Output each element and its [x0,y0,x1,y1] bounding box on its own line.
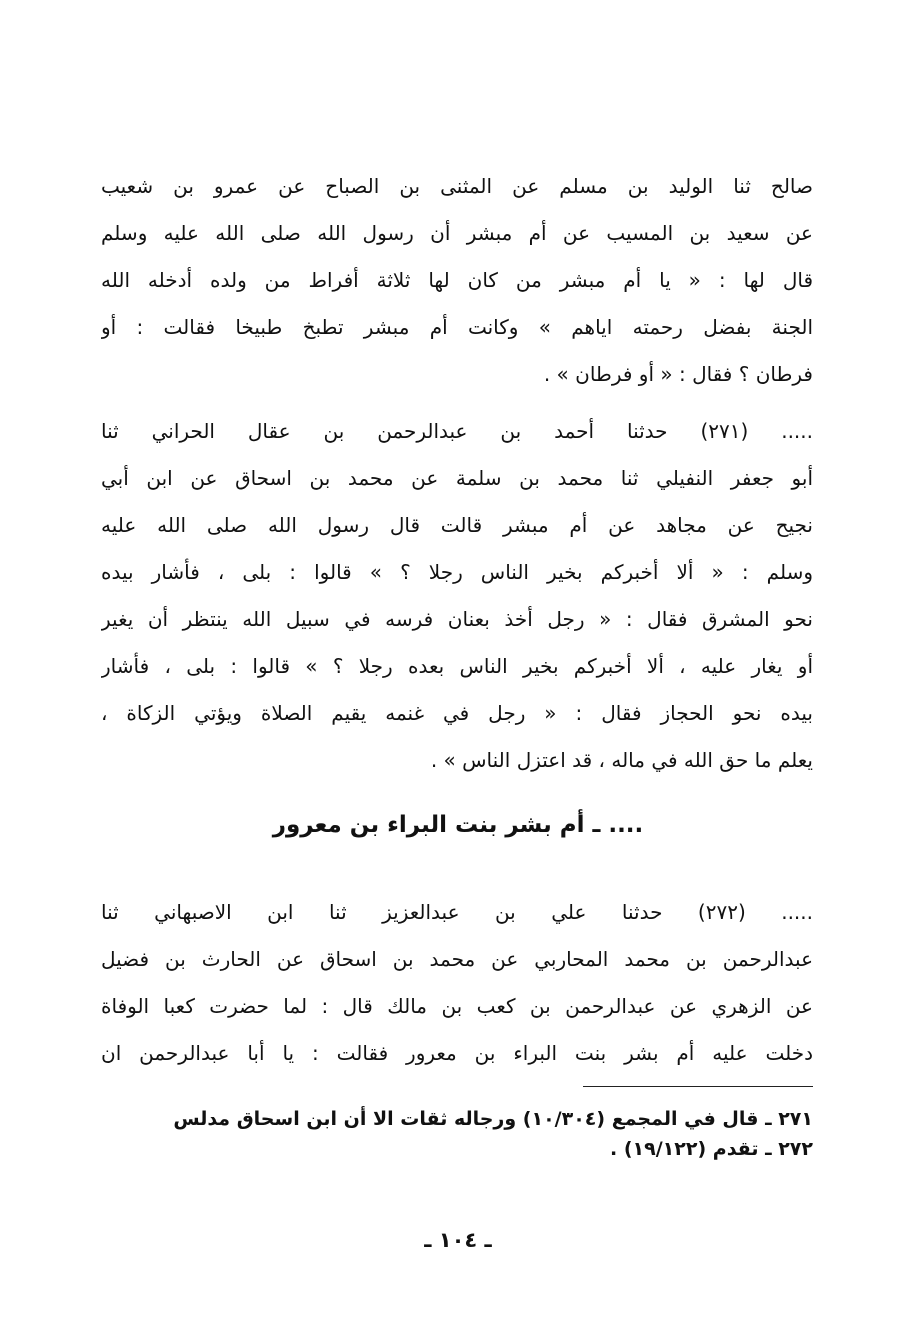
paragraph-continuation [101,163,813,398]
footnotes [101,1104,813,1164]
text-line: قال لها : « يا أم مبشر من كان لها ثلاثة أفراط من ولده أدخله الله [101,268,813,292]
text-line: عن الزهري عن عبدالرحمن بن كعب بن مالك قال : لما حضرت كعبا الوفاة [101,994,813,1018]
text-line: فرطان ؟ فقال : « أو فرطان » . [543,362,813,386]
text-line: أبو جعفر النفيلي ثنا محمد بن سلمة عن محمد بن اسحاق عن ابن أبي [101,466,813,490]
section-heading: .... ـ أم بشر بنت البراء بن معرور [272,812,644,838]
text-line: أو يغار عليه ، ألا أخبركم بخير الناس بعده رجلا ؟ » قالوا : بلى ، فأشار [101,654,813,678]
hadith-271 [101,408,813,784]
text-line: عبدالرحمن بن محمد المحاربي عن محمد بن اسحاق عن الحارث بن فضيل [101,947,813,971]
text-line: عن سعيد بن المسيب عن أم مبشر أن رسول الله صلى الله عليه وسلم [101,221,813,245]
footnote-divider [583,1086,813,1087]
text-line: الجنة بفضل رحمته اياهم » وكانت أم مبشر تطبخ طبيخا فقالت : أو [101,315,813,339]
hadith-272 [101,889,813,1077]
text-line: يعلم ما حق الله في ماله ، قد اعتزل الناس » . [430,748,813,772]
text-line: نحو المشرق فقال : « رجل أخذ بعنان فرسه في سبيل الله ينتظر أن يغير [101,607,813,631]
footnote-272: ٢٧٢ ـ تقدم (١٩/١٢٢) . [610,1138,813,1160]
text-line: نجيح عن مجاهد عن أم مبشر قالت قال رسول الله صلى الله عليه [101,513,813,537]
text-line: بيده نحو الحجاز فقال : « رجل في غنمه يقيم الصلاة ويؤتي الزكاة ، [101,701,813,725]
footnote-271: ٢٧١ ـ قال في المجمع (١٠/٣٠٤) ورجاله ثقات الا أن ابن اسحاق مدلس [173,1108,813,1130]
text-line: صالح ثنا الوليد بن مسلم عن المثنى بن الصباح عن عمرو بن شعيب [101,174,813,198]
text-line: ..... (٢٧٢) حدثنا علي بن عبدالعزيز ثنا ابن الاصبهاني ثنا [101,900,813,924]
text-line: وسلم : « ألا أخبركم بخير الناس رجلا ؟ » قالوا : بلى ، فأشار بيده [101,560,813,584]
page-number: ـ ١٠٤ ـ [424,1228,492,1252]
text-line: ..... (٢٧١) حدثنا أحمد بن عبدالرحمن بن عقال الحراني ثنا [101,419,813,443]
text-line: دخلت عليه أم بشر بنت البراء بن معرور فقالت : يا أبا عبدالرحمن ان [101,1041,813,1065]
